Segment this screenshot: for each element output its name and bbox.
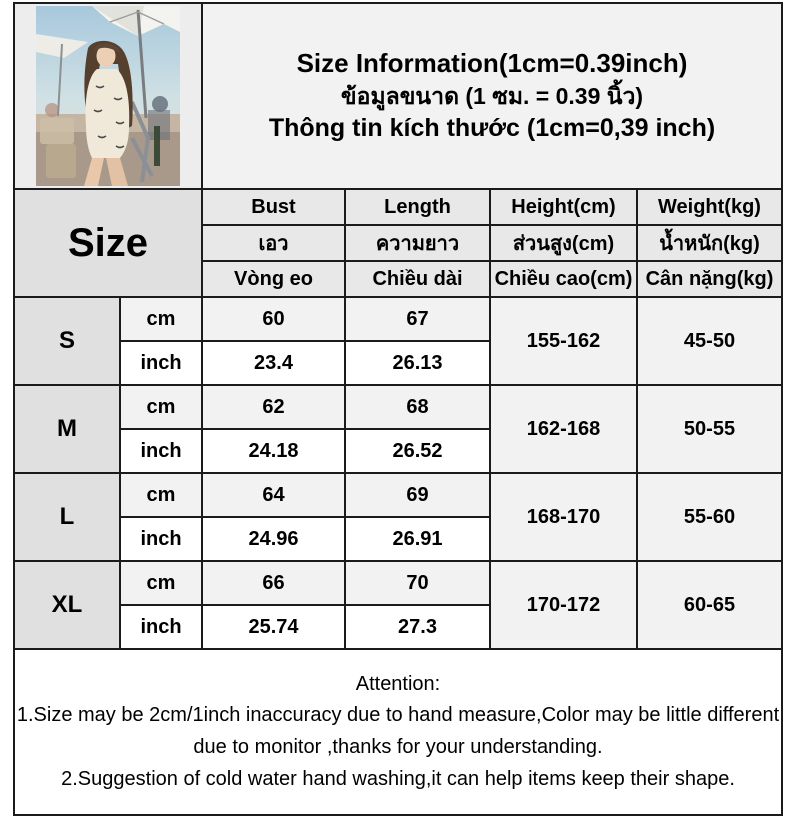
size-info-title-block xyxy=(202,3,782,189)
attention-cell xyxy=(14,649,782,815)
title-english: Size Information(1cm=0.39inch) xyxy=(296,48,688,79)
col-length-vi: Chiều dài xyxy=(345,261,490,297)
col-bust-th: เอว xyxy=(202,225,345,261)
col-weight-vi: Cân nặng(kg) xyxy=(637,261,782,297)
attention-note-1: 1.Size may be 2cm/1inch inaccuracy due to hand measure,Color may be little different due to monitor ,thanks for your understanding. xyxy=(16,704,780,758)
unit-cm: cm xyxy=(120,561,202,605)
size-s-label: S xyxy=(14,297,120,385)
size-header: Size xyxy=(14,189,202,297)
col-height-vi: Chiều cao(cm) xyxy=(490,261,637,297)
model-photo xyxy=(36,6,180,186)
title-vietnamese: Thông tin kích thước (1cm=0,39 inch) xyxy=(268,114,716,143)
s-weight-range: 45-50 xyxy=(637,297,782,385)
m-weight-range: 50-55 xyxy=(637,385,782,473)
l-bust-cm: 64 xyxy=(202,473,345,517)
xl-bust-inch: 25.74 xyxy=(202,605,345,649)
size-l-label: L xyxy=(14,473,120,561)
s-length-inch: 26.13 xyxy=(345,341,490,385)
xl-length-inch: 27.3 xyxy=(345,605,490,649)
size-xl-label: XL xyxy=(14,561,120,649)
l-bust-inch: 24.96 xyxy=(202,517,345,561)
unit-cm: cm xyxy=(120,385,202,429)
col-length-th: ความยาว xyxy=(345,225,490,261)
xl-weight-range: 60-65 xyxy=(637,561,782,649)
col-bust-vi: Vòng eo xyxy=(202,261,345,297)
col-bust-en: Bust xyxy=(202,189,345,225)
s-bust-cm: 60 xyxy=(202,297,345,341)
l-weight-range: 55-60 xyxy=(637,473,782,561)
xl-height-range: 170-172 xyxy=(490,561,637,649)
table-row xyxy=(14,561,782,605)
unit-inch: inch xyxy=(120,605,202,649)
l-length-inch: 26.91 xyxy=(345,517,490,561)
unit-inch: inch xyxy=(120,429,202,473)
size-chart-sheet xyxy=(13,2,783,816)
m-length-inch: 26.52 xyxy=(345,429,490,473)
unit-cm: cm xyxy=(120,473,202,517)
table-row xyxy=(14,297,782,341)
header-row-english xyxy=(14,189,782,225)
unit-inch: inch xyxy=(120,517,202,561)
col-height-en: Height(cm) xyxy=(490,189,637,225)
unit-inch: inch xyxy=(120,341,202,385)
table-row xyxy=(14,385,782,429)
col-length-en: Length xyxy=(345,189,490,225)
title-thai: ข้อมูลขนาด (1 ซม. = 0.39 นิ้ว) xyxy=(340,83,644,110)
l-length-cm: 69 xyxy=(345,473,490,517)
col-weight-en: Weight(kg) xyxy=(637,189,782,225)
l-height-range: 168-170 xyxy=(490,473,637,561)
col-height-th: ส่วนสูง(cm) xyxy=(490,225,637,261)
s-bust-inch: 23.4 xyxy=(202,341,345,385)
size-chart-table xyxy=(13,2,783,816)
unit-cm: cm xyxy=(120,297,202,341)
m-height-range: 162-168 xyxy=(490,385,637,473)
col-weight-th: น้ำหนัก(kg) xyxy=(637,225,782,261)
model-photo-cell xyxy=(14,3,202,189)
s-length-cm: 67 xyxy=(345,297,490,341)
m-length-cm: 68 xyxy=(345,385,490,429)
xl-length-cm: 70 xyxy=(345,561,490,605)
top-section xyxy=(14,3,782,189)
s-height-range: 155-162 xyxy=(490,297,637,385)
xl-bust-cm: 66 xyxy=(202,561,345,605)
attention-heading: Attention: xyxy=(355,672,441,695)
size-m-label: M xyxy=(14,385,120,473)
attention-section xyxy=(14,649,782,815)
m-bust-inch: 24.18 xyxy=(202,429,345,473)
m-bust-cm: 62 xyxy=(202,385,345,429)
table-row xyxy=(14,473,782,517)
attention-note-2: 2.Suggestion of cold water hand washing,it can help items keep their shape. xyxy=(61,767,735,790)
